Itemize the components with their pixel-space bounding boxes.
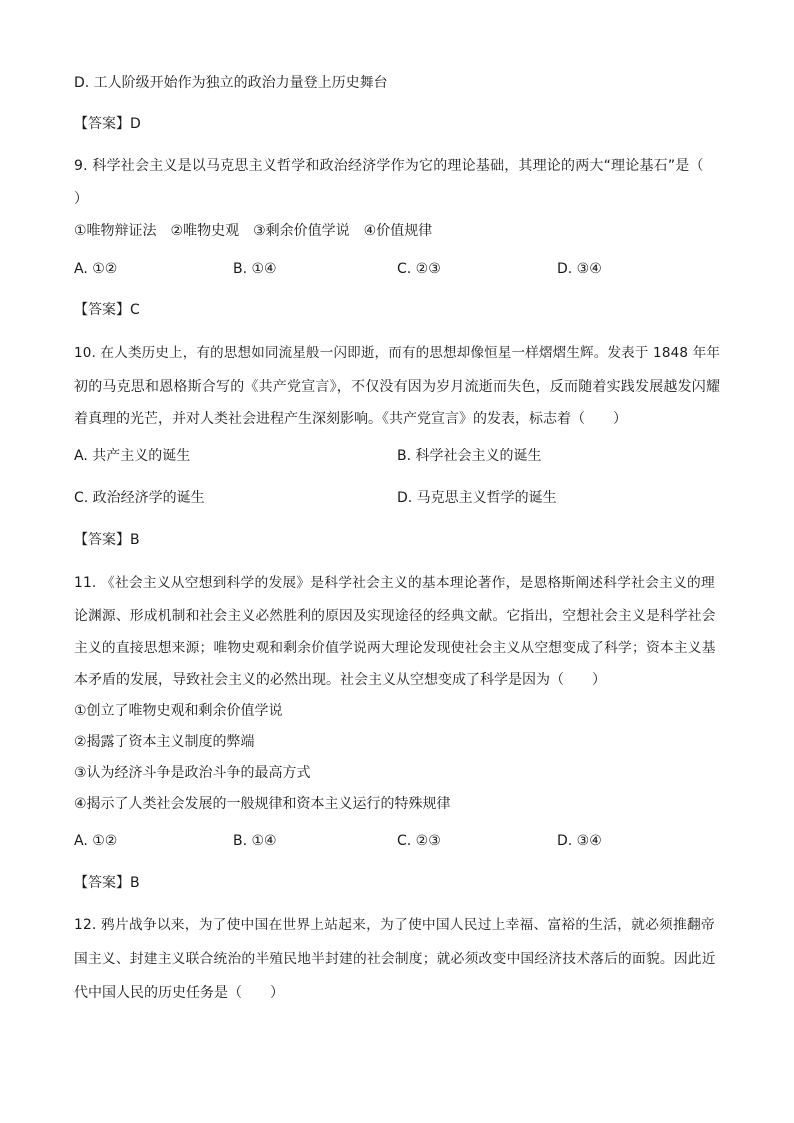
- q11-stem-line-1: 11. 《社会主义从空想到科学的发展》是科学社会主义的基本理论著作，是恩格斯阐述科学社会主义的理: [74, 575, 715, 591]
- q10-option-a: A. 共产主义的诞生: [74, 448, 191, 464]
- q12-stem-line-2: 国主义、封建主义联合统治的半殖民地半封建的社会制度；就必须改变中国经济技术落后的面貌。因此近: [74, 951, 716, 967]
- answer-value: D: [130, 116, 141, 132]
- answer-label: 【答案】: [74, 116, 130, 132]
- q11-option-d: D. ③④: [557, 833, 602, 849]
- answer-label: 【答案】: [74, 532, 130, 548]
- answer-label: 【答案】: [74, 302, 130, 318]
- answer-value: C: [130, 302, 140, 318]
- q12-stem-line-3: 代中国人民的历史任务是（ ）: [74, 985, 284, 1001]
- q10-option-d: D. 马克思主义哲学的诞生: [397, 490, 557, 506]
- q10-stem-line-3: 着真理的光芒，并对人类社会进程产生深刻影响。《共产党宣言》的发表，标志着（ ）: [74, 411, 627, 427]
- q10-option-c: C. 政治经济学的诞生: [74, 490, 205, 506]
- q10-answer: [74, 530, 140, 550]
- q10-option-b: B. 科学社会主义的诞生: [397, 448, 542, 464]
- q11-answer: [74, 873, 140, 893]
- q11-stem-line-4: 本矛盾的发展，导致社会主义的必然出现。社会主义从空想变成了科学是因为（ ）: [74, 672, 606, 688]
- q12-stem-line-1: 12. 鸦片战争以来，为了使中国在世界上站起来，为了使中国人民过上幸福、富裕的生活，就必须推翻帝: [74, 917, 715, 933]
- q11-stem-line-3: 主义的直接思想来源；唯物史观和剩余价值学说两大理论发现使社会主义从空想变成了科学；资本主义基: [74, 640, 716, 656]
- q11-option-b: B. ①④: [233, 833, 277, 849]
- q11-item-3: ③认为经济斗争是政治斗争的最高方式: [74, 765, 311, 781]
- q9-stem-line-1: 9. 科学社会主义是以马克思主义哲学和政治经济学作为它的理论基础，其理论的两大“理论基石”是（: [74, 158, 704, 174]
- q11-option-a: A. ①②: [74, 833, 118, 849]
- q8-option-d: D. 工人阶级开始作为独立的政治力量登上历史舞台: [74, 75, 388, 91]
- q11-item-1: ①创立了唯物史观和剩余价值学说: [74, 703, 283, 719]
- q9-stem-line-2: ）: [74, 191, 88, 207]
- q10-stem-line-2: 初的马克思和恩格斯合写的《共产党宣言》，不仅没有因为岁月流逝而失色，反而随着实践发展越发闪耀: [74, 379, 721, 395]
- q9-option-c: C. ②③: [397, 261, 441, 277]
- q9-option-b: B. ①④: [233, 261, 277, 277]
- q11-item-4: ④揭示了人类社会发展的一般规律和资本主义运行的特殊规律: [74, 796, 451, 812]
- answer-label: 【答案】: [74, 875, 130, 891]
- q9-option-d: D. ③④: [557, 261, 602, 277]
- q9-items: ①唯物辩证法 ②唯物史观 ③剩余价值学说 ④价值规律: [74, 223, 433, 239]
- answer-value: B: [130, 532, 140, 548]
- q9-option-a: A. ①②: [74, 261, 118, 277]
- q9-answer: [74, 300, 140, 320]
- q8-answer: [74, 114, 141, 134]
- q11-item-2: ②揭露了资本主义制度的弊端: [74, 734, 255, 750]
- q11-option-c: C. ②③: [397, 833, 441, 849]
- answer-value: B: [130, 875, 140, 891]
- q11-stem-line-2: 论渊源、形成机制和社会主义必然胜利的原因及实现途径的经典文献。它指出，空想社会主义是科学社会: [74, 608, 716, 624]
- q10-stem-line-1: 10. 在人类历史上，有的思想如同流星般一闪即逝，而有的思想却像恒星一样熠熠生辉。发表于 1848 年年: [74, 345, 721, 361]
